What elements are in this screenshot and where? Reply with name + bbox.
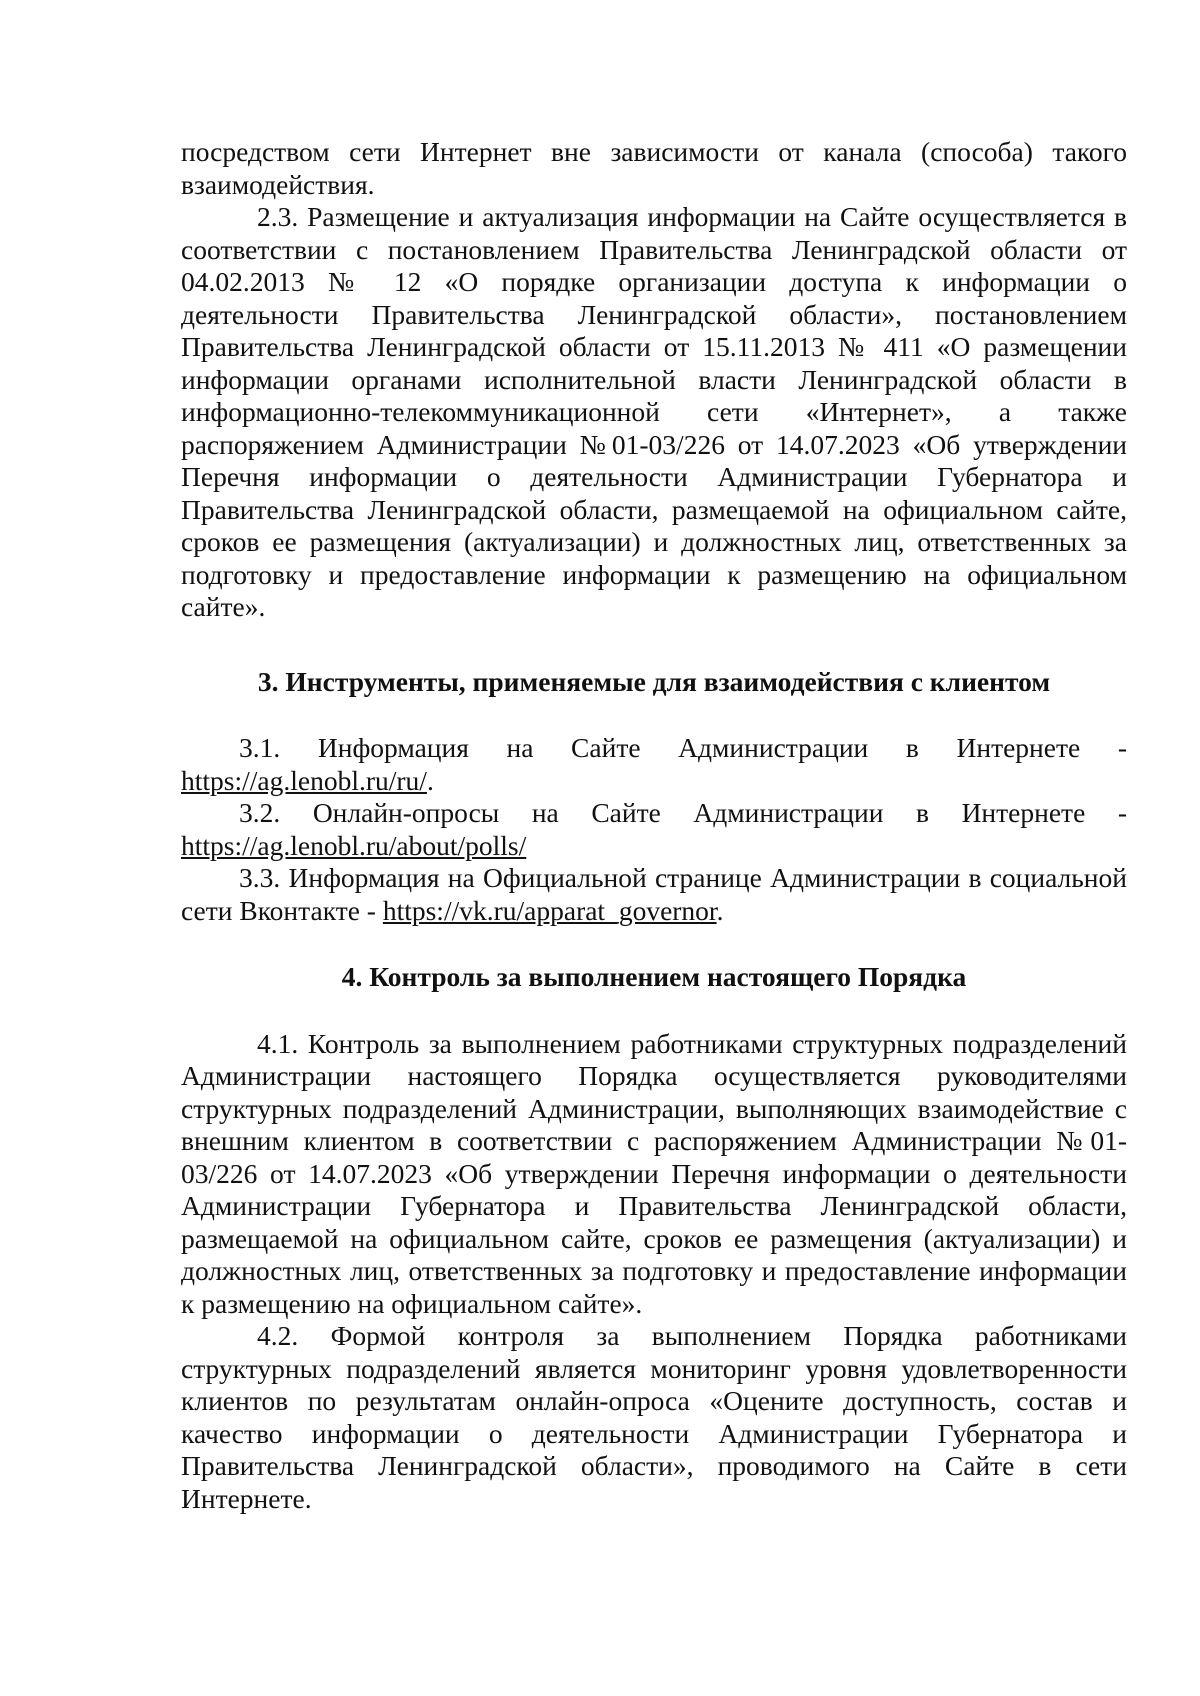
tool-item-suffix: .: [716, 894, 724, 926]
tool-item-link-polls[interactable]: https://ag.lenobl.ru/about/polls/: [181, 829, 527, 861]
section-heading-3: 3. Инструменты, применяемые для взаимодействия с клиентом: [257, 665, 1051, 697]
tool-item-link-site[interactable]: https://ag.lenobl.ru/ru/: [181, 764, 427, 796]
spacer: [181, 698, 1127, 732]
tool-item-text: 3.3. Информация на Официальной странице Администрации в социальной сети Вконтакте -: [181, 862, 1127, 926]
paragraph-4-2: 4.2. Формой контроля за выполнением Порядка работниками структурных подразделений является мониторинг уровня удовлетворенности клиентов по результатам онлайн-опроса «Оцените доступность, состав и качество информации о деятельности Администрации Губернатора и Правительства Ленинградской области», проводимого на Сайте в сети Интернете.: [181, 1320, 1127, 1514]
spacer: [181, 994, 1127, 1028]
tool-item-suffix: .: [426, 764, 434, 796]
tool-item-link-vk[interactable]: https://vk.ru/apparat_governor: [382, 894, 717, 926]
spacer: [181, 927, 1127, 961]
spacer: [181, 624, 1127, 666]
tool-item-3-2: [181, 797, 1127, 862]
paragraph-intro: посредством сети Интернет вне зависимости от канала (способа) такого взаимодействия.: [181, 136, 1127, 200]
tool-item-3-3: [181, 862, 1127, 927]
paragraph-4-1: 4.1. Контроль за выполнением работниками структурных подразделений Администрации настоящего Порядка осуществляется руководителями структурных подразделений Администрации, выполняющих взаимодействие с внешним клиентом в соответствии с распоряжением Администрации №01-03/226 от 14.07.2023 «Об утверждении Перечня информации о деятельности Администрации Губернатора и Правительства Ленинградской области, размещаемой на официальном сайте, сроков ее размещения (актуализации) и должностных лиц, ответственных за подготовку и предоставление информации к размещению на официальном сайте».: [181, 1027, 1127, 1319]
tool-item-text: 3.2. Онлайн-опросы на Сайте Администрации в Интернете -: [239, 797, 1127, 828]
document-body: [181, 136, 1127, 1515]
section-heading-4: 4. Контроль за выполнением настоящего Порядка: [341, 961, 967, 992]
tool-item-3-1: [181, 732, 1127, 797]
tool-item-text: 3.1. Информация на Сайте Администрации в Интернете -: [239, 732, 1127, 763]
paragraph-2-3: 2.3. Размещение и актуализация информации на Сайте осуществляется в соответствии с постановлением Правительства Ленинградской области от 04.02.2013 № 12 «О порядке организации доступа к информации о деятельности Правительства Ленинградской области», постановлением Правительства Ленинградской области от 15.11.2013 № 411 «О размещении информации органами исполнительной власти Ленинградской области в информационно-телекоммуникационной сети «Интернет», а также распоряжением Администрации №01-03/226 от 14.07.2023 «Об утверждении Перечня информации о деятельности Администрации Губернатора и Правительства Ленинградской области, размещаемой на официальном сайте, сроков ее размещения (актуализации) и должностных лиц, ответственных за подготовку и предоставление информации к размещению на официальном сайте».: [181, 201, 1127, 622]
